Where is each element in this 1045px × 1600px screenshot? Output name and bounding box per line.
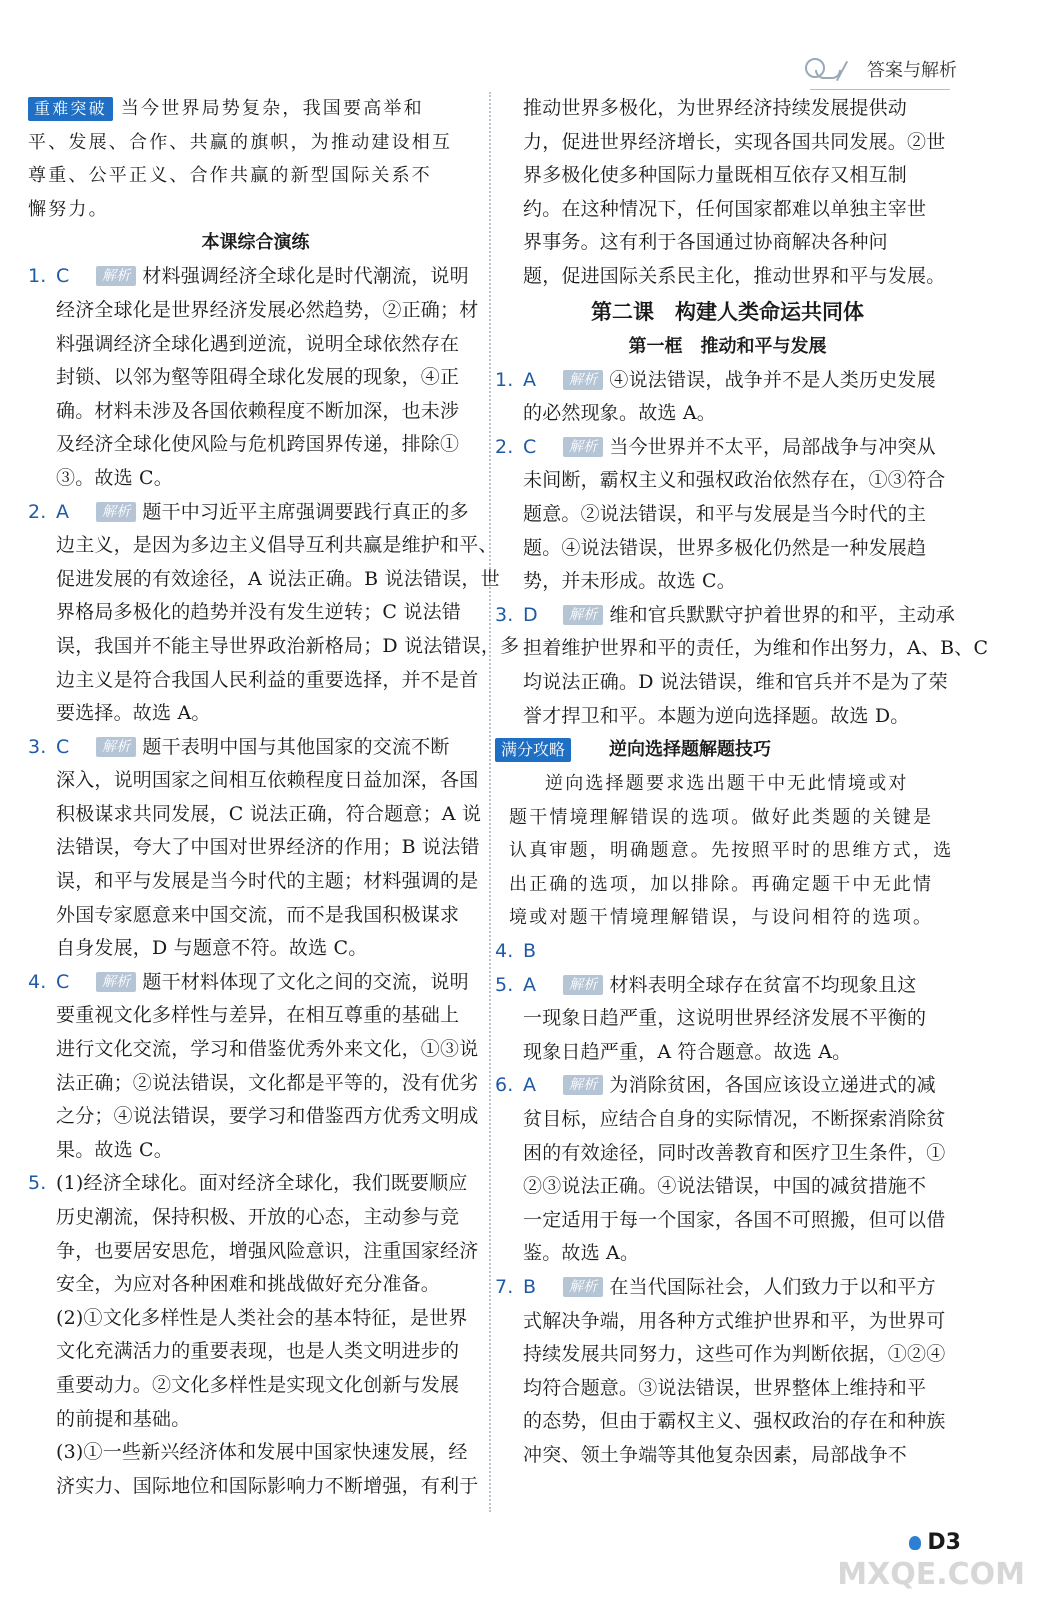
answer-line: 边主义是符合我国人民利益的重要选择，并不是首 — [56, 668, 479, 691]
answer-line: 误，我国并不能主导世界政治新格局；D 说法错误，多 — [56, 634, 520, 657]
question-number: 4. — [495, 940, 514, 963]
answer-line: 历史潮流，保持积极、开放的心态，主动参与竞 — [56, 1206, 460, 1228]
analysis-tag: 解析 — [563, 605, 603, 625]
answer-line: 未间断，霸权主义和强权政治依然存在，①③符合 — [523, 469, 946, 492]
answer-line: 要重视文化多样性与差异，在相互尊重的基础上 — [56, 1004, 460, 1027]
answer-line: 界格局多极化的趋势并没有发生逆转；C 说法错 — [56, 601, 461, 624]
answer-item — [28, 731, 483, 966]
focus-line: 尊重、公平正义、合作共赢的新型国际关系不 — [28, 165, 432, 187]
answer-line: 文化充满活力的重要表现，也是人类文明进步的 — [56, 1340, 460, 1363]
answer-line: 7. B 解析 在当代国际社会，人们致力于以和平方 — [495, 1271, 960, 1305]
answer-line: (2)①文化多样性是人类社会的基本特征，是世界 — [56, 1306, 468, 1329]
answer-line: 边主义，是因为多边主义倡导互利共赢是维护和平、 — [56, 534, 498, 557]
answer-item — [495, 364, 960, 431]
answer-letter: B — [523, 1276, 537, 1298]
answer-line: 均符合题意。③说法错误，世界整体上维持和平 — [523, 1376, 927, 1399]
analysis-tag: 解析 — [96, 266, 136, 286]
answer-line: 现象日趋严重，A 符合题意。故选 A。 — [523, 1040, 852, 1063]
answer-line: 及经济全球化使风险与危机跨国界传递，排除① — [56, 433, 460, 456]
answer-item — [495, 1069, 960, 1271]
answer-list — [495, 364, 989, 734]
answer-line: 安全，为应对各种困难和挑战做好充分准备。 — [56, 1273, 441, 1296]
answer-line: 约。在这种情况下，任何国家都难以单独主宰世 — [523, 197, 927, 220]
answer-line: 重要动力。②文化多样性是实现文化创新与发展 — [56, 1373, 460, 1396]
answer-list — [495, 969, 960, 1473]
answer-line: 2. C 解析 当今世界并不太平，局部战争与冲突从 — [495, 431, 960, 465]
answer-line: 誉才捍卫和平。本题为逆向选择题。故选 D。 — [523, 704, 910, 727]
strategy-title: 逆向选择题解题技巧 — [609, 739, 772, 761]
answer-line: 推动世界多极化，为世界经济持续发展提供动 — [523, 97, 908, 119]
answer-line: 误，和平与发展是当今时代的主题；材料强调的是 — [56, 870, 479, 893]
answer-letter: A — [56, 500, 70, 523]
watermark: MXQE.COM — [837, 1557, 1025, 1592]
answer-letter: C — [56, 970, 70, 993]
answer-line: 确。材料未涉及各国依赖程度不断加深，也未涉 — [56, 399, 460, 422]
answer-item — [495, 431, 960, 599]
answer-letter: B — [523, 940, 537, 963]
answer-line: 5. (1)经济全球化。面对经济全球化，我们既要顺应 — [28, 1167, 483, 1201]
left-column — [28, 92, 520, 1503]
analysis-tag: 解析 — [563, 370, 603, 390]
section-title: 本课综合演练 — [201, 232, 310, 254]
answer-line: 力，促进世界经济增长，实现各国共同发展。②世 — [523, 130, 946, 153]
answer-line: 法错误，夸大了中国对世界经济的作用；B 说法错 — [56, 836, 480, 859]
page-header — [801, 56, 957, 82]
header-title: 答案与解析 — [867, 60, 957, 81]
page-number: D3 — [909, 1530, 961, 1555]
question-number: 3. — [28, 735, 47, 758]
answer-line: 要选择。故选 A。 — [56, 702, 211, 725]
reader-icon — [801, 56, 857, 82]
focus-tag: 重难突破 — [28, 97, 113, 121]
answer-line: 题意。②说法错误，和平与发展是当今时代的主 — [523, 502, 927, 525]
answer-item — [495, 935, 960, 969]
column-divider — [489, 92, 491, 1512]
answer-item — [495, 599, 989, 733]
focus-line: 重难突破 当今世界局势复杂，我国要高举和 — [28, 92, 483, 126]
strategy-tag: 满分攻略 — [495, 738, 571, 762]
question-number: 4. — [28, 970, 47, 993]
focus-line: 懈努力。 — [28, 198, 109, 220]
answer-line: 冲突、领土争端等其他复杂因素，局部战争不 — [523, 1443, 908, 1466]
strategy-line: 题干情境理解错误的选项。做好此类题的关键是 — [509, 806, 934, 828]
question-number: 3. — [495, 603, 514, 626]
answer-line: 6. A 解析 为消除贫困，各国应该设立递进式的减 — [495, 1069, 960, 1103]
answer-line: 料强调经济全球化遇到逆流，说明全球依然存在 — [56, 332, 460, 355]
answer-line: 题，促进国际关系民主化，推动世界和平与发展。 — [523, 264, 946, 287]
answer-line: 封锁、以邻为壑等阻碍全球化发展的现象，④正 — [56, 366, 460, 389]
answer-line: ③。故选 C。 — [56, 466, 173, 489]
strategy-line: 逆向选择题要求选出题干中无此情境或对 — [545, 773, 909, 795]
answer-line: 深入，说明国家之间相互依赖程度日益加深，各国 — [56, 769, 479, 792]
answer-item — [28, 966, 483, 1168]
answer-line: 的必然现象。故选 A。 — [523, 402, 716, 425]
answer-line: 积极谋求共同发展，C 说法正确，符合题意；A 说 — [56, 802, 482, 825]
question-number: 6. — [495, 1074, 514, 1097]
answer-letter: C — [56, 735, 70, 758]
answer-line: 争，也要居安思危，增强风险意识，注重国家经济 — [56, 1239, 479, 1262]
answer-line: 的态势，但由于霸权主义、强权政治的存在和种族 — [523, 1410, 946, 1433]
answer-letter: C — [523, 435, 537, 458]
answer-item — [495, 1271, 960, 1473]
answer-line: 1. C 解析 材料强调经济全球化是时代潮流，说明 — [28, 260, 483, 294]
answer-line: 题。④说法错误，世界多极化仍然是一种发展趋 — [523, 536, 927, 559]
answer-line: 一现象日趋严重，这说明世界经济发展不平衡的 — [523, 1007, 927, 1030]
answer-line: 2. A 解析 题干中习近平主席强调要践行真正的多 — [28, 496, 483, 530]
strategy-line: 境或对题干情境理解错误，与设问相符的选项。 — [509, 907, 934, 929]
analysis-tag: 解析 — [563, 1277, 603, 1297]
answer-line: 4. C 解析 题干材料体现了文化之间的交流，说明 — [28, 966, 483, 1000]
answer-line: 均说法正确。D 说法错误，维和官兵并不是为了荣 — [523, 670, 948, 693]
answer-line: 果。故选 C。 — [56, 1138, 173, 1161]
answer-line: 鉴。故选 A。 — [523, 1242, 640, 1265]
answer-line: 进行文化交流，学习和借鉴优秀外来文化，①③说 — [56, 1038, 479, 1061]
strategy-line: 认真审题，明确题意。先按照平时的思维方式，选 — [509, 840, 954, 862]
answer-line: 3. D 解析 维和官兵默默守护着世界的和平，主动承 — [495, 599, 960, 633]
answer-letter: A — [523, 1074, 537, 1097]
answer-line: ②③说法正确。④说法错误，中国的减贫措施不 — [523, 1175, 927, 1198]
analysis-tag: 解析 — [563, 975, 603, 995]
analysis-tag: 解析 — [96, 972, 136, 992]
answer-line: 担着维护世界和平的责任，为维和作出努力，A、B、C — [523, 637, 989, 660]
question-number: 5. — [495, 973, 514, 996]
answer-line: 贫目标，应结合自身的实际情况，不断探索消除贫 — [523, 1108, 946, 1131]
analysis-tag: 解析 — [563, 437, 603, 457]
answer-letter: D — [523, 603, 538, 626]
answer-item — [28, 496, 520, 731]
answer-list — [28, 260, 520, 1167]
answer-line: 之分；④说法错误，要学习和借鉴西方优秀文明成 — [56, 1105, 479, 1128]
strategy-header — [495, 733, 960, 767]
answer-line: 济实力、国际地位和国际影响力不断增强，有利于 — [56, 1474, 479, 1497]
focus-line: 平、发展、合作、共赢的旗帜，为推动建设相互 — [28, 131, 453, 153]
analysis-tag: 解析 — [96, 502, 136, 522]
answer-item — [495, 969, 960, 1070]
analysis-tag: 解析 — [96, 737, 136, 757]
question-number: 5. — [28, 1172, 47, 1195]
answer-line: 界事务。这有利于各国通过协商解决各种问 — [523, 231, 888, 254]
answer-line: (3)①一些新兴经济体和发展中国家快速发展，经 — [56, 1441, 468, 1464]
answer-line: 界多极化使多种国际力量既相互依存又相互制 — [523, 164, 908, 187]
answer-letter: C — [56, 265, 70, 288]
question-number: 2. — [495, 435, 514, 458]
answer-line: 促进发展的有效途径，A 说法正确。B 说法错误，世 — [56, 567, 500, 590]
answer-line: 法正确；②说法错误，文化都是平等的，没有优劣 — [56, 1071, 479, 1094]
lesson-title: 第二课 构建人类命运共同体 — [591, 299, 864, 324]
page-marker-icon — [909, 1536, 921, 1550]
question-5 — [28, 1167, 483, 1503]
strategy-body — [495, 767, 960, 935]
answer-line: 经济全球化是世界经济发展必然趋势，②正确；材 — [56, 298, 479, 321]
question-number: 1. — [28, 265, 47, 288]
answer-line: 5. A 解析 材料表明全球存在贫富不均现象且这 — [495, 969, 960, 1003]
answer-line: 式解决争端，用各种方式维护世界和平，为世界可 — [523, 1309, 946, 1332]
answer-line: 一定适用于每一个国家，各国不可照搬，但可以借 — [523, 1208, 946, 1231]
frame-title: 第一框 推动和平与发展 — [628, 335, 827, 357]
strategy-line: 出正确的选项，加以排除。再确定题干中无此情 — [509, 873, 934, 895]
answer-line: 3. C 解析 题干表明中国与其他国家的交流不断 — [28, 731, 483, 765]
answer-line: 势，并未形成。故选 C。 — [523, 570, 736, 593]
right-column — [495, 92, 989, 1473]
answer-line: 自身发展，D 与题意不符。故选 C。 — [56, 937, 368, 960]
header-rule — [810, 89, 950, 90]
analysis-tag: 解析 — [563, 1075, 603, 1095]
question-number: 7. — [495, 1276, 514, 1298]
answer-line: 外国专家愿意来中国交流，而不是我国积极谋求 — [56, 903, 460, 926]
answer-line: 持续发展共同努力，这些可作为判断依据，①②④ — [523, 1343, 946, 1366]
answer-line: 的前提和基础。 — [56, 1407, 191, 1430]
answer-letter: A — [523, 368, 537, 391]
answer-letter: A — [523, 973, 537, 996]
answer-line: 困的有效途径，同时改善教育和医疗卫生条件，① — [523, 1141, 946, 1164]
answer-item — [28, 260, 483, 495]
question-number: 1. — [495, 368, 514, 391]
answer-line: 1. A 解析 ④说法错误，战争并不是人类历史发展 — [495, 364, 960, 398]
question-number: 2. — [28, 500, 47, 523]
